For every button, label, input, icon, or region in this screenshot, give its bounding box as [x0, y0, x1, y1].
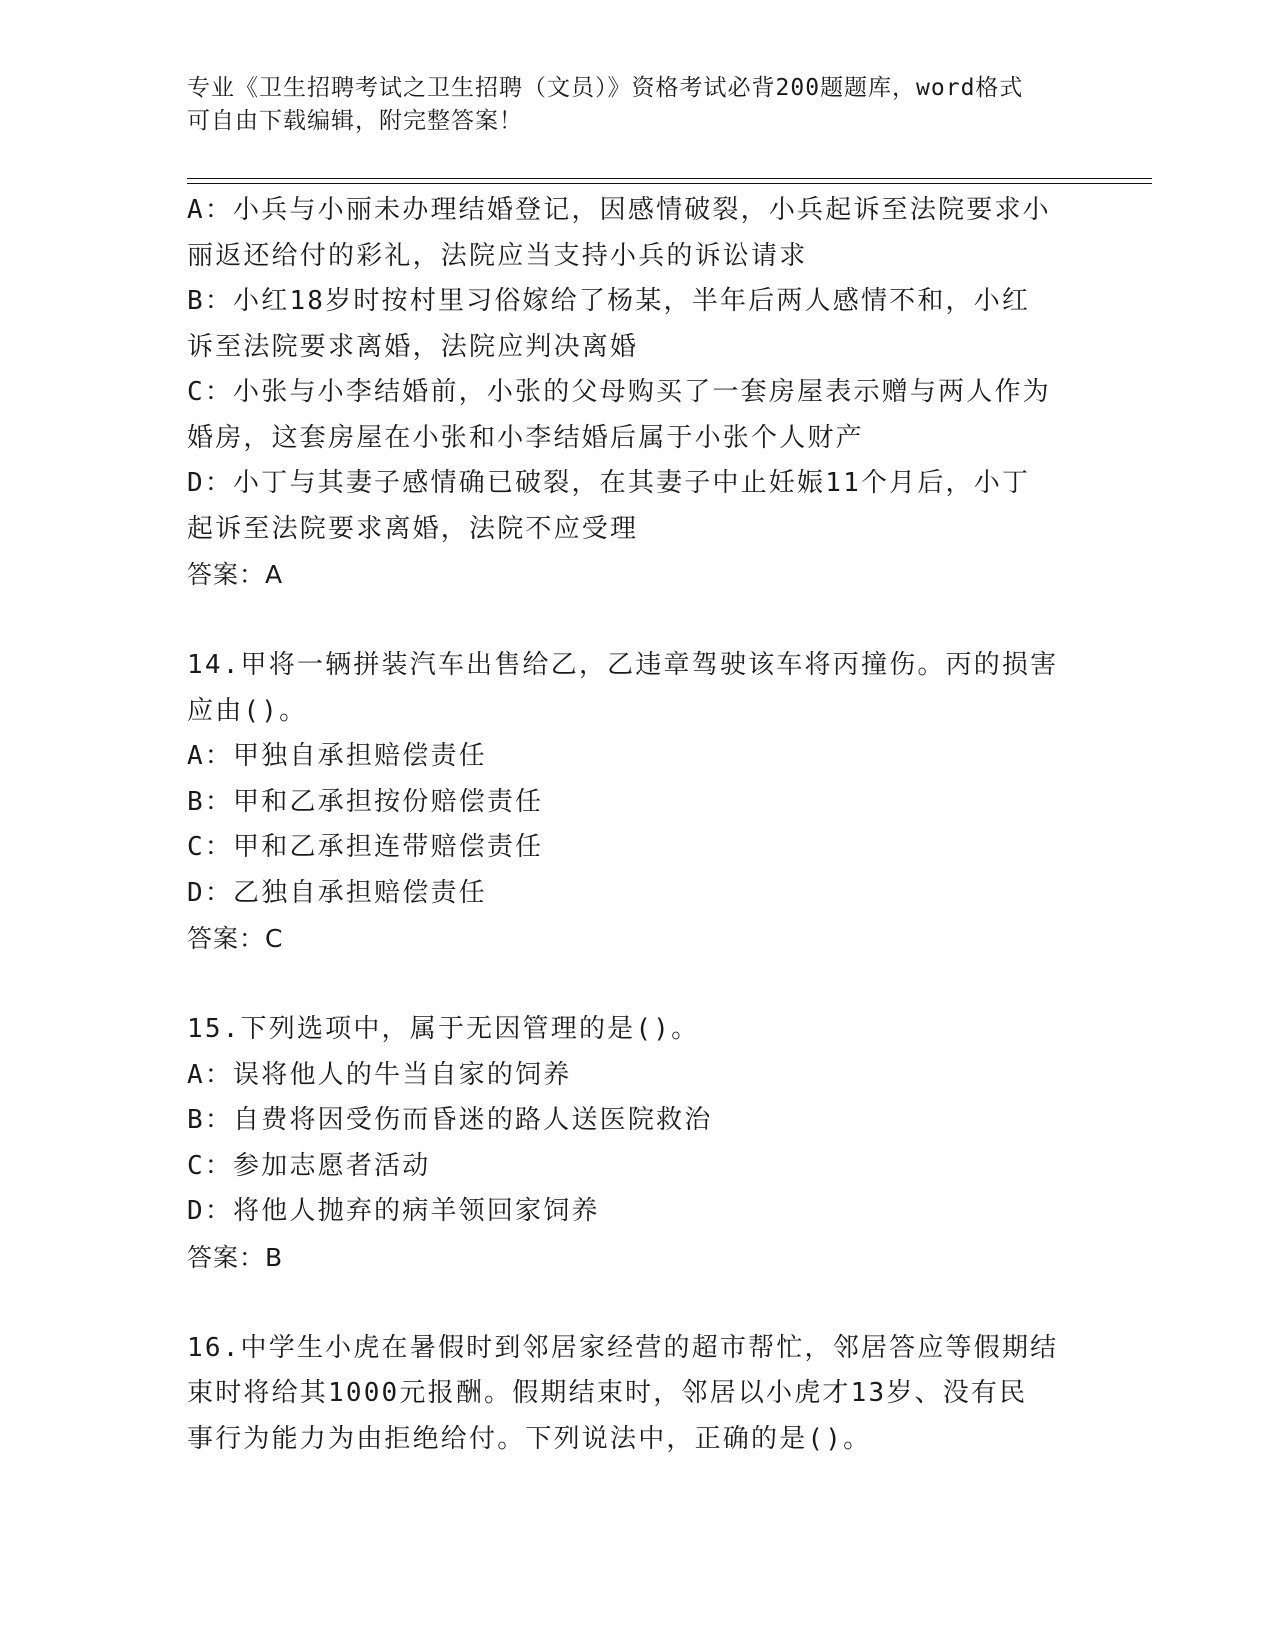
q14-option-c: C：甲和乙承担连带赔偿责任 [187, 832, 544, 862]
document-page [187, 0, 1152, 1650]
q14-stem-line-1: 14.甲将一辆拼装汽车出售给乙，乙违章驾驶该车将丙撞伤。丙的损害 [187, 650, 1059, 680]
q14-stem-line-2: 应由()。 [187, 695, 308, 726]
question-14-block [187, 643, 1067, 962]
header-title-line-1: 专业《卫生招聘考试之卫生招聘（文员）》资格考试必背200题题库，word格式 [187, 75, 1024, 101]
header-title-line-2: 可自由下载编辑，附完整答案！ [187, 108, 523, 134]
q13-option-b-line-2: 诉至法院要求离婚，法院应判决离婚 [187, 331, 639, 362]
q15-option-d: D：将他人抛弃的病羊领回家饲养 [187, 1196, 600, 1226]
question-13-block [187, 188, 1067, 598]
q15-stem: 15.下列选项中，属于无因管理的是()。 [187, 1014, 700, 1044]
q14-answer: 答案：C [187, 924, 284, 953]
q13-option-d-line-2: 起诉至法院要求离婚，法院不应受理 [187, 513, 639, 544]
q15-option-c: C：参加志愿者活动 [187, 1150, 431, 1181]
q14-option-d: D：乙独自承担赔偿责任 [187, 877, 487, 908]
q15-option-a: A：误将他人的牛当自家的饲养 [187, 1059, 572, 1090]
q14-option-b: B：甲和乙承担按份赔偿责任 [187, 786, 544, 817]
q16-stem-line-1: 16.中学生小虎在暑假时到邻居家经营的超市帮忙，邻居答应等假期结 [187, 1332, 1059, 1363]
question-16-block [187, 1326, 1067, 1463]
question-spacer [187, 598, 1067, 644]
q13-answer: 答案：A [187, 560, 284, 589]
question-15-block [187, 1007, 1067, 1280]
q13-option-a-line-2: 丽返还给付的彩礼，法院应当支持小兵的诉讼请求 [187, 240, 808, 271]
question-content [187, 188, 1067, 1462]
question-spacer [187, 962, 1067, 1008]
q16-stem-line-3: 事行为能力为由拒绝给付。下列说法中，正确的是()。 [187, 1423, 872, 1454]
q14-option-a: A：甲独自承担赔偿责任 [187, 741, 487, 771]
q13-option-b-line-1: B：小红18岁时按村里习俗嫁给了杨某，半年后两人感情不和，小红 [187, 286, 1031, 316]
header-divider-top [187, 178, 1152, 179]
q13-option-a-line-1: A：小兵与小丽未办理结婚登记，因感情破裂，小兵起诉至法院要求小 [187, 195, 1051, 225]
q16-stem-line-2: 束时将给其1000元报酬。假期结束时，邻居以小虎才13岁、没有民 [187, 1378, 1028, 1408]
q13-option-d-line-1: D：小丁与其妻子感情确已破裂，在其妻子中止妊娠11个月后，小丁 [187, 468, 1031, 498]
q15-option-b: B：自费将因受伤而昏迷的路人送医院救治 [187, 1105, 713, 1135]
document-header [187, 72, 1067, 138]
q13-option-c-line-2: 婚房，这套房屋在小张和小李结婚后属于小张个人财产 [187, 422, 864, 453]
header-divider-bottom [187, 183, 1152, 184]
question-spacer [187, 1280, 1067, 1326]
q15-answer: 答案：B [187, 1242, 284, 1272]
q13-option-c-line-1: C：小张与小李结婚前，小张的父母购买了一套房屋表示赠与两人作为 [187, 377, 1051, 407]
